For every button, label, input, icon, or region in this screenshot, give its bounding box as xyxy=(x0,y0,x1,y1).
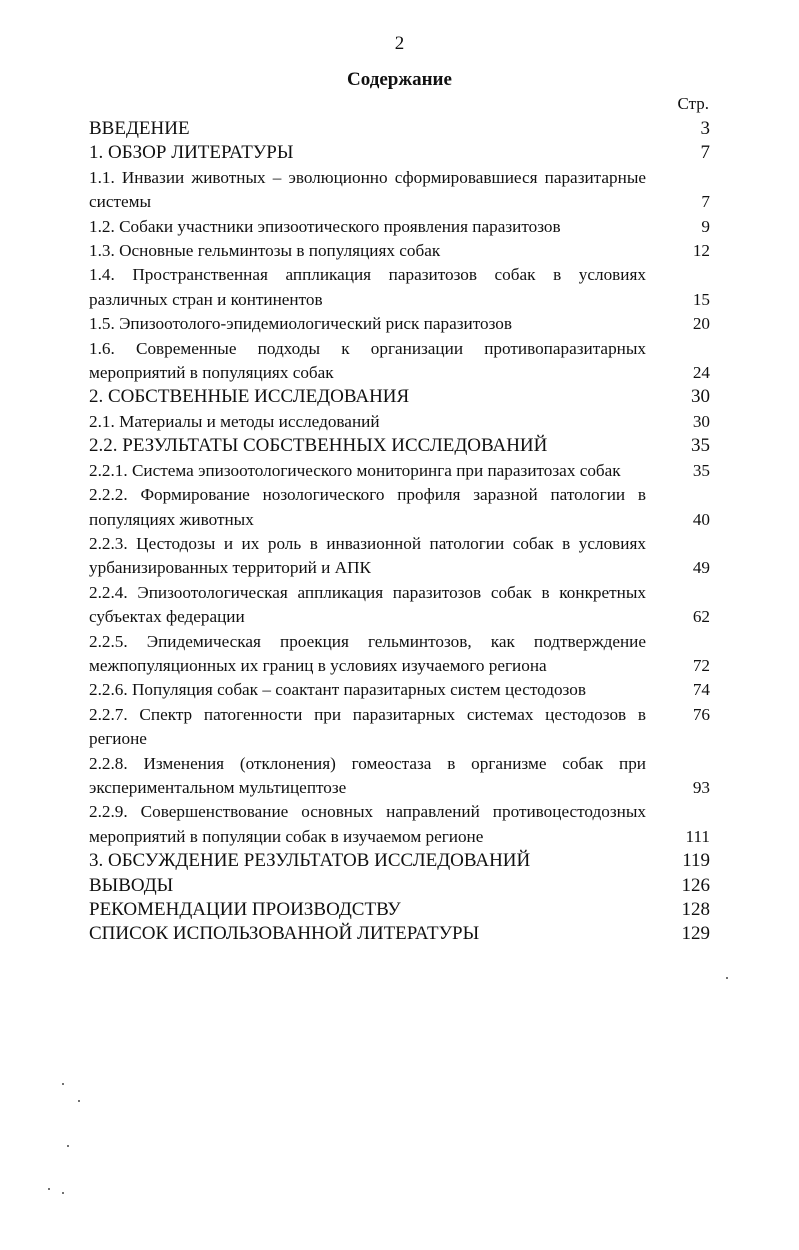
toc-entry xyxy=(89,410,710,434)
toc-entry xyxy=(89,849,710,873)
toc-entry-page: 49 xyxy=(692,558,710,578)
toc-entry-page: 129 xyxy=(681,923,710,945)
toc-entry xyxy=(89,239,710,263)
toc-entry xyxy=(89,459,710,483)
toc-entry-label: 2.2.5. Эпидемическая проекция гельминтозов, как подтверждение межпопуляционных их границ в условиях изучаемого региона xyxy=(89,631,646,675)
toc-entry-page: 30 xyxy=(692,411,710,431)
toc-entry-label: 2.2.1. Система эпизоотологического мониторинга при паразитозах собак xyxy=(89,460,621,480)
toc-entry-page: 62 xyxy=(692,607,710,627)
page-column-label: Стр. xyxy=(677,94,709,113)
toc-entry-page: 20 xyxy=(692,314,710,334)
toc-entry-page: 72 xyxy=(692,655,710,675)
toc-entry xyxy=(89,898,710,922)
toc-entry-label: 2.2.7. Спектр патогенности при паразитарных системах цестодозов в регионе xyxy=(89,704,646,749)
toc-entry-page: 9 xyxy=(701,216,710,236)
toc-entry-label: 2.2.3. Цестодозы и их роль в инвазионной патологии собак в условиях урбанизированных территорий и АПК xyxy=(89,533,646,578)
toc-entry-page: 7 xyxy=(700,142,710,164)
toc-entry-page: 76 xyxy=(692,704,710,724)
page-number: 2 xyxy=(394,33,405,54)
table-of-contents xyxy=(89,117,710,947)
toc-entry-label: 1.3. Основные гельминтозы в популяциях собак xyxy=(89,241,441,261)
toc-entry xyxy=(89,752,710,801)
toc-entry xyxy=(89,385,710,409)
toc-entry xyxy=(89,678,710,702)
toc-entry-label: ВЫВОДЫ xyxy=(89,874,174,896)
toc-entry-label: 2.2.8. Изменения (отклонения) гомеостаза в организме собак при экспериментальном мультицептозе xyxy=(89,753,646,797)
toc-entry-page: 7 xyxy=(701,192,710,212)
toc-entry-page: 40 xyxy=(692,509,710,529)
toc-entry-label: 1.2. Собаки участники эпизоотического проявления паразитозов xyxy=(89,216,561,236)
scan-speck xyxy=(726,977,728,979)
scan-speck xyxy=(48,1188,50,1190)
toc-entry-label: 1.5. Эпизоотолого-эпидемиологический риск паразитозов xyxy=(89,314,512,334)
toc-entry xyxy=(89,117,710,141)
toc-entry xyxy=(89,703,710,752)
page-title: Содержание xyxy=(347,69,452,90)
scan-speck xyxy=(78,1100,80,1102)
scan-speck xyxy=(67,1145,69,1147)
toc-entry-page: 3 xyxy=(700,118,710,139)
toc-entry-label: СПИСОК ИСПОЛЬЗОВАННОЙ ЛИТЕРАТУРЫ xyxy=(89,923,480,945)
toc-entry-label: 2.2.9. Совершенствование основных направлений противоцестодозных мероприятий в популяции собак в изучаемом регионе xyxy=(89,802,646,846)
toc-entry-label: РЕКОМЕНДАЦИИ ПРОИЗВОДСТВУ xyxy=(89,899,401,920)
toc-entry-label: 1. ОБЗОР ЛИТЕРАТУРЫ xyxy=(89,142,294,164)
toc-entry xyxy=(89,922,710,946)
toc-entry xyxy=(89,483,710,532)
toc-entry-page: 15 xyxy=(692,289,710,309)
toc-entry-label: ВВЕДЕНИЕ xyxy=(89,118,190,139)
toc-entry-page: 111 xyxy=(685,826,710,846)
toc-entry-page: 30 xyxy=(691,386,710,408)
toc-entry xyxy=(89,874,710,898)
toc-entry-page: 128 xyxy=(681,899,710,920)
toc-entry-page: 12 xyxy=(692,241,710,261)
toc-entry-label: 3. ОБСУЖДЕНИЕ РЕЗУЛЬТАТОВ ИССЛЕДОВАНИЙ xyxy=(89,850,531,872)
toc-entry xyxy=(89,263,710,312)
toc-entry-label: 2.2.6. Популяция собак – соактант паразитарных систем цестодозов xyxy=(89,680,586,700)
toc-entry xyxy=(89,581,710,630)
toc-entry-page: 93 xyxy=(692,777,710,797)
toc-entry-label: 2.2. РЕЗУЛЬТАТЫ СОБСТВЕННЫХ ИССЛЕДОВАНИЙ xyxy=(89,435,548,457)
toc-entry xyxy=(89,532,710,581)
toc-entry xyxy=(89,312,710,336)
toc-entry-label: 2.1. Материалы и методы исследований xyxy=(89,411,380,431)
toc-entry-page: 126 xyxy=(681,874,710,896)
toc-entry xyxy=(89,337,710,386)
toc-entry-page: 119 xyxy=(682,850,710,872)
toc-entry-page: 35 xyxy=(691,435,710,457)
toc-entry-label: 1.4. Пространственная аппликация паразитозов собак в условиях различных стран и континентов xyxy=(89,265,646,309)
toc-entry xyxy=(89,800,710,849)
toc-entry-label: 1.6. Современные подходы к организации противопаразитарных мероприятий в популяциях собак xyxy=(89,338,646,383)
toc-entry-page: 35 xyxy=(692,460,710,480)
toc-entry-label: 2. СОБСТВЕННЫЕ ИССЛЕДОВАНИЯ xyxy=(89,386,410,408)
toc-entry-label: 1.1. Инвазии животных – эволюционно сформировавшиеся паразитарные системы xyxy=(89,167,646,212)
toc-entry xyxy=(89,166,710,215)
toc-entry-page: 24 xyxy=(692,363,710,383)
toc-entry xyxy=(89,434,710,458)
scan-speck xyxy=(62,1083,64,1085)
toc-entry xyxy=(89,630,710,679)
toc-entry xyxy=(89,215,710,239)
toc-entry xyxy=(89,141,710,165)
toc-entry-label: 2.2.4. Эпизоотологическая аппликация паразитозов собак в конкретных субъектах федерации xyxy=(89,582,646,627)
toc-entry-page: 74 xyxy=(692,680,710,700)
scan-speck xyxy=(62,1192,64,1194)
toc-entry-label: 2.2.2. Формирование нозологического профиля заразной патологии в популяциях животных xyxy=(89,485,646,529)
